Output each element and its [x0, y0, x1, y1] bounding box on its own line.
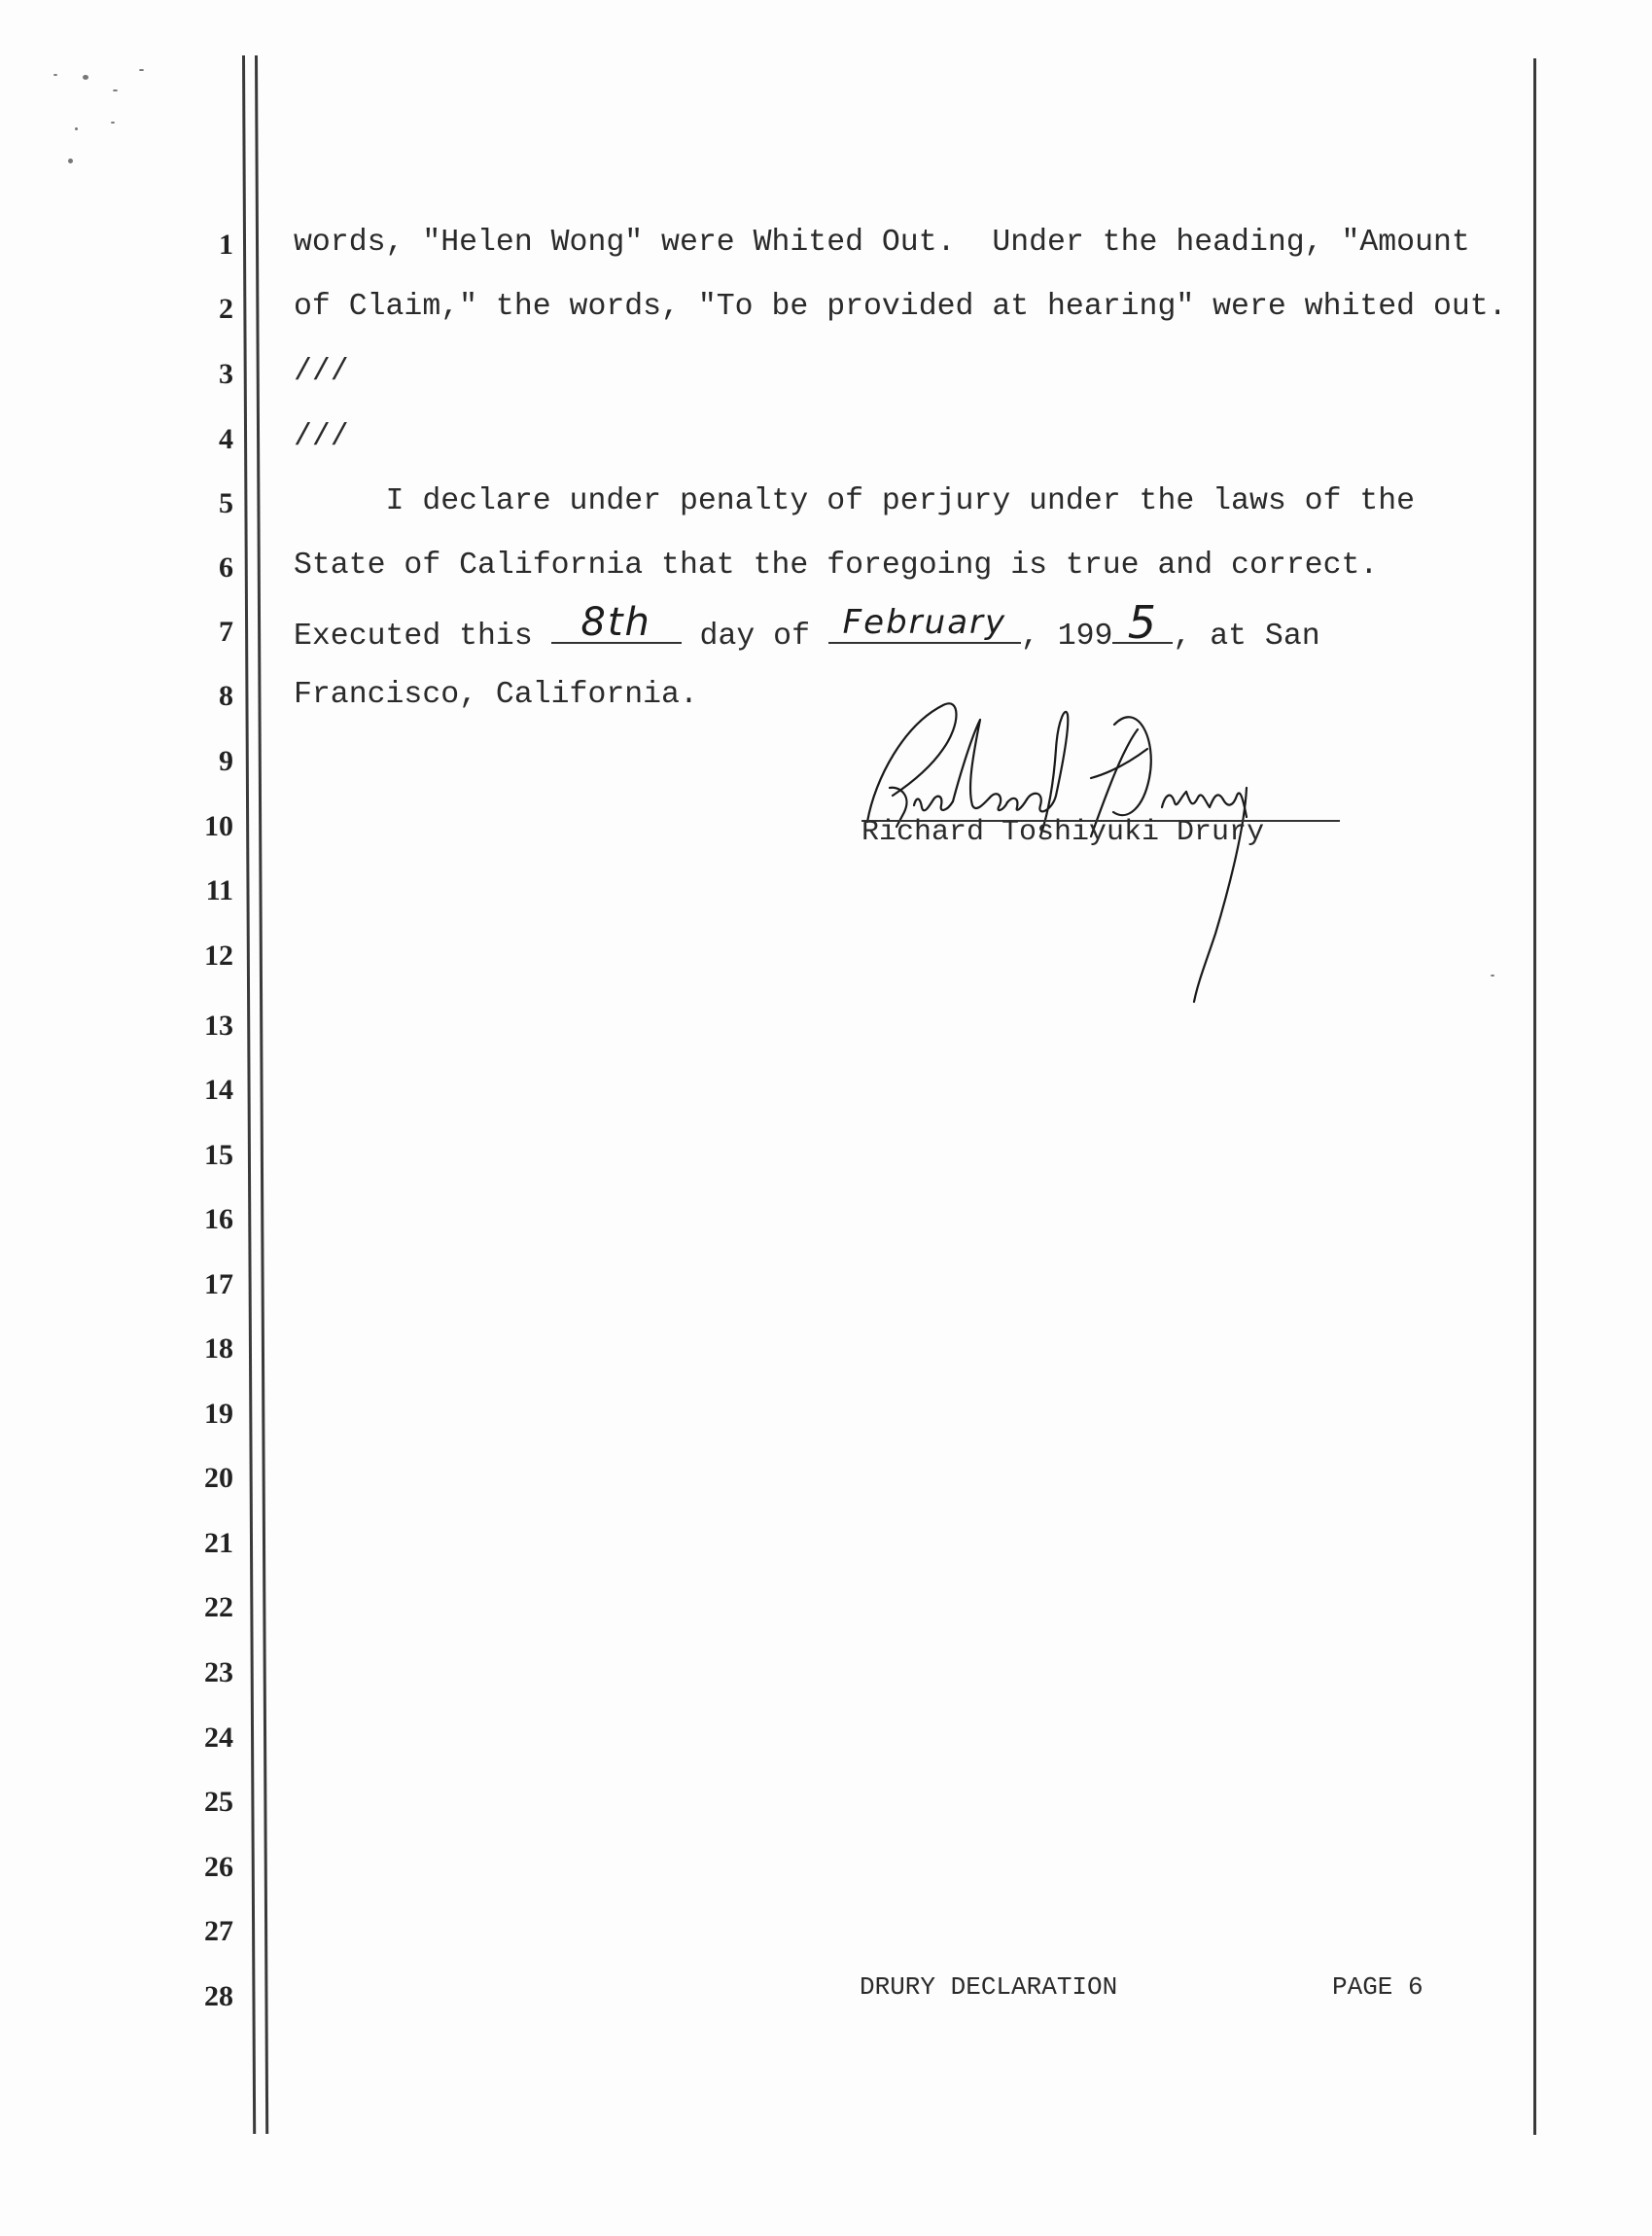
scan-speck: [53, 74, 57, 76]
left-margin-rule-outer: [242, 55, 256, 2134]
execution-mid1: day of: [681, 620, 828, 654]
execution-prefix: Executed this: [294, 620, 551, 654]
execution-mid2: , 199: [1020, 620, 1113, 654]
line-number: 24: [204, 1721, 233, 1754]
line-number: 17: [204, 1268, 233, 1300]
line-number: 7: [219, 616, 233, 648]
line-number: 19: [204, 1398, 233, 1430]
right-margin-rule: [1533, 58, 1536, 2135]
line-number: 26: [204, 1851, 233, 1883]
line-number: 8: [219, 680, 233, 712]
scan-speck: [139, 69, 144, 71]
month-blank: [828, 603, 1021, 644]
body-line-3: ///: [294, 355, 349, 389]
line-number: 22: [204, 1591, 233, 1623]
line-number: 12: [204, 940, 233, 972]
line-number: 6: [219, 551, 233, 584]
line-number: 27: [204, 1915, 233, 1947]
line-number: 21: [204, 1527, 233, 1559]
body-line-5: I declare under penalty of perjury under the laws of the: [294, 484, 1416, 518]
line-number: 28: [204, 1980, 233, 2012]
footer-page-number: PAGE 6: [1332, 1972, 1424, 2002]
footer-document-title: DRURY DECLARATION: [860, 1972, 1118, 2002]
line-number: 3: [219, 358, 233, 390]
body-line-6: State of California that the foregoing is true and correct.: [294, 549, 1379, 583]
line-number: 9: [219, 745, 233, 777]
line-number: 10: [204, 810, 233, 842]
body-line-1: words, "Helen Wong" were Whited Out. Under the heading, "Amount: [294, 226, 1470, 260]
scan-speck: [111, 122, 115, 124]
scan-speck: [75, 127, 78, 130]
line-number: 2: [219, 293, 233, 325]
body-line-4: ///: [294, 420, 349, 454]
line-number: 11: [205, 874, 233, 906]
line-number: 16: [204, 1203, 233, 1235]
handwritten-year-digit: 5: [1127, 596, 1159, 649]
year-blank: [1112, 596, 1173, 649]
line-number: 20: [204, 1462, 233, 1494]
body-line-8: Francisco, California.: [294, 678, 698, 712]
line-number: 14: [204, 1074, 233, 1106]
line-number: 5: [219, 487, 233, 519]
body-line-2: of Claim," the words, "To be provided at hearing" were whited out.: [294, 290, 1507, 324]
printed-signer-name: Richard Toshiyuki Drury: [861, 816, 1265, 849]
line-number: 23: [204, 1656, 233, 1688]
line-number: 25: [204, 1786, 233, 1818]
line-number: 13: [204, 1010, 233, 1042]
line-number: 18: [204, 1332, 233, 1365]
line-number: 15: [204, 1139, 233, 1171]
line-number: 4: [219, 423, 233, 455]
handwritten-month: February: [842, 603, 1007, 642]
day-blank: [551, 600, 682, 645]
line-number: 1: [219, 229, 233, 261]
execution-suffix: , at San: [1173, 620, 1320, 654]
body-line-7: [294, 596, 1320, 654]
handwritten-day: 8th: [580, 600, 651, 645]
scan-speck: [83, 75, 88, 80]
left-margin-rule-inner: [255, 55, 268, 2134]
handwritten-signature-icon: [836, 681, 1381, 1031]
scan-speck: [1491, 975, 1494, 976]
scan-speck: [113, 89, 118, 91]
scan-speck: [68, 159, 73, 163]
